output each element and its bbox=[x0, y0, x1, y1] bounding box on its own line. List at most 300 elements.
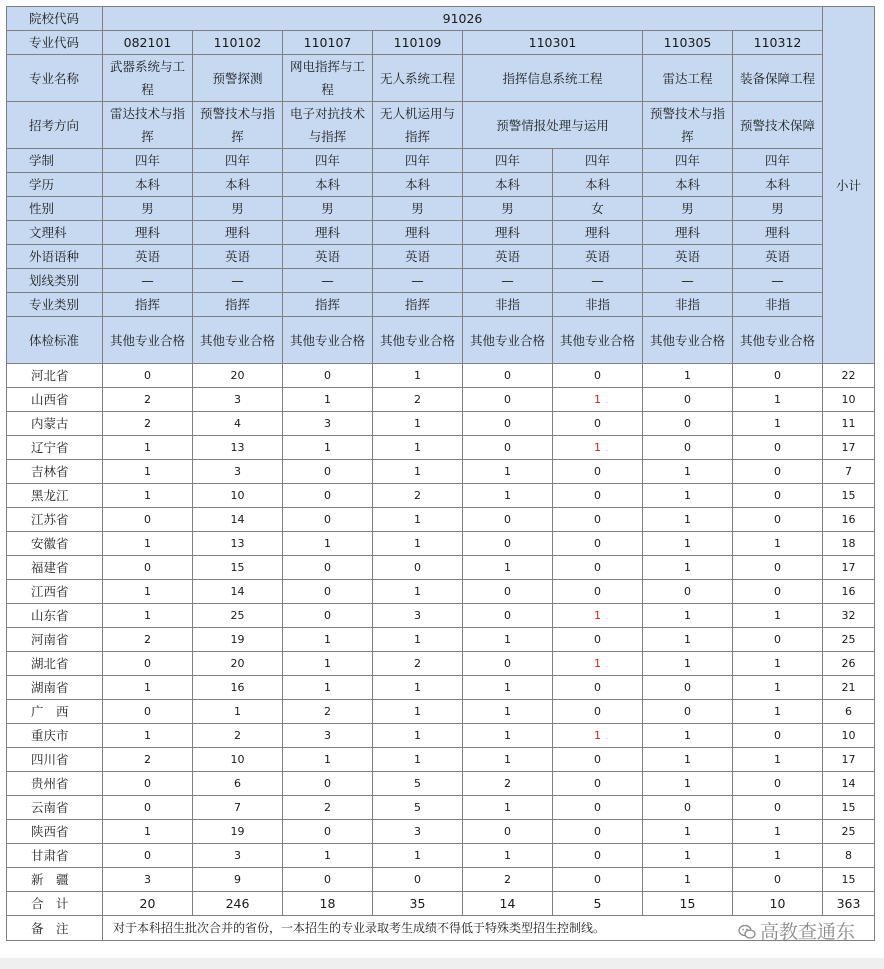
subtotal-cell: 22 bbox=[823, 364, 875, 388]
quota-cell: 0 bbox=[283, 868, 373, 892]
attr-value: 本科 bbox=[463, 173, 553, 197]
attr-value: — bbox=[643, 269, 733, 293]
total-value: 20 bbox=[103, 892, 193, 916]
province-name: 辽宁省 bbox=[7, 436, 103, 460]
province-name: 河南省 bbox=[7, 628, 103, 652]
quota-cell: 1 bbox=[193, 700, 283, 724]
quota-cell: 1 bbox=[553, 388, 643, 412]
table-row bbox=[7, 508, 875, 532]
subtotal-cell: 7 bbox=[823, 460, 875, 484]
quota-cell: 1 bbox=[373, 724, 463, 748]
attr-value: 英语 bbox=[373, 245, 463, 269]
province-name: 山西省 bbox=[7, 388, 103, 412]
attr-value: 英语 bbox=[103, 245, 193, 269]
major-code: 110109 bbox=[373, 31, 463, 55]
attr-value: 指挥 bbox=[193, 293, 283, 317]
major-name: 武器系统与工程 bbox=[103, 55, 193, 102]
province-name: 江苏省 bbox=[7, 508, 103, 532]
quota-cell: 1 bbox=[643, 484, 733, 508]
quota-cell: 1 bbox=[103, 604, 193, 628]
quota-cell: 1 bbox=[643, 724, 733, 748]
quota-cell: 0 bbox=[103, 364, 193, 388]
quota-cell: 2 bbox=[463, 868, 553, 892]
quota-cell: 1 bbox=[733, 820, 823, 844]
attr-value: 理科 bbox=[643, 221, 733, 245]
subtotal-cell: 25 bbox=[823, 820, 875, 844]
table-row bbox=[7, 364, 875, 388]
quota-cell: 9 bbox=[193, 868, 283, 892]
quota-cell: 0 bbox=[553, 868, 643, 892]
major-name-label: 专业名称 bbox=[7, 55, 103, 102]
attr-value: — bbox=[463, 269, 553, 293]
quota-cell: 10 bbox=[193, 484, 283, 508]
quota-cell: 1 bbox=[733, 412, 823, 436]
attr-value: 英语 bbox=[643, 245, 733, 269]
table-row bbox=[7, 460, 875, 484]
attr-value: 男 bbox=[283, 197, 373, 221]
quota-cell: 1 bbox=[733, 676, 823, 700]
quota-cell: 1 bbox=[283, 628, 373, 652]
quota-cell: 3 bbox=[283, 412, 373, 436]
quota-cell: 0 bbox=[283, 460, 373, 484]
bottom-bar bbox=[0, 958, 884, 969]
quota-cell: 0 bbox=[553, 580, 643, 604]
quota-cell: 6 bbox=[193, 772, 283, 796]
attr-value: 男 bbox=[103, 197, 193, 221]
quota-cell: 13 bbox=[193, 436, 283, 460]
quota-cell: 1 bbox=[553, 436, 643, 460]
quota-cell: 0 bbox=[553, 796, 643, 820]
quota-cell: 0 bbox=[553, 460, 643, 484]
province-name: 贵州省 bbox=[7, 772, 103, 796]
quota-cell: 1 bbox=[283, 676, 373, 700]
attr-label: 文理科 bbox=[7, 221, 103, 245]
physical-value: 其他专业合格 bbox=[733, 317, 823, 364]
quota-cell: 13 bbox=[193, 532, 283, 556]
attr-value: 四年 bbox=[283, 149, 373, 173]
major-name: 无人系统工程 bbox=[373, 55, 463, 102]
subtotal-cell: 8 bbox=[823, 844, 875, 868]
attr-value: 男 bbox=[193, 197, 283, 221]
quota-cell: 0 bbox=[463, 508, 553, 532]
totals-label: 合 计 bbox=[7, 892, 103, 916]
physical-value: 其他专业合格 bbox=[103, 317, 193, 364]
attr-row bbox=[7, 269, 875, 293]
attr-label: 性别 bbox=[7, 197, 103, 221]
table-row bbox=[7, 676, 875, 700]
table-row bbox=[7, 700, 875, 724]
quota-cell: 0 bbox=[463, 652, 553, 676]
province-name: 江西省 bbox=[7, 580, 103, 604]
quota-cell: 0 bbox=[283, 772, 373, 796]
attr-row bbox=[7, 221, 875, 245]
subtotal-cell: 16 bbox=[823, 580, 875, 604]
quota-cell: 1 bbox=[463, 628, 553, 652]
table-row bbox=[7, 724, 875, 748]
quota-cell: 0 bbox=[103, 556, 193, 580]
quota-cell: 2 bbox=[463, 772, 553, 796]
province-name: 山东省 bbox=[7, 604, 103, 628]
remark-text: 对于本科招生批次合并的省份，一本招生的专业录取考生成绩不得低于特殊类型招生控制线。 bbox=[103, 916, 875, 941]
quota-cell: 1 bbox=[643, 772, 733, 796]
direction: 雷达技术与指挥 bbox=[103, 102, 193, 149]
province-name: 安徽省 bbox=[7, 532, 103, 556]
subtotal-cell: 10 bbox=[823, 388, 875, 412]
attr-value: — bbox=[373, 269, 463, 293]
subtotal-cell: 17 bbox=[823, 436, 875, 460]
total-value: 14 bbox=[463, 892, 553, 916]
attr-value: 非指 bbox=[643, 293, 733, 317]
attr-value: 英语 bbox=[553, 245, 643, 269]
quota-cell: 1 bbox=[553, 652, 643, 676]
total-value: 15 bbox=[643, 892, 733, 916]
quota-cell: 0 bbox=[103, 508, 193, 532]
direction: 无人机运用与指挥 bbox=[373, 102, 463, 149]
physical-value: 其他专业合格 bbox=[193, 317, 283, 364]
quota-cell: 0 bbox=[643, 796, 733, 820]
enrollment-plan-table bbox=[6, 6, 875, 941]
quota-cell: 1 bbox=[463, 748, 553, 772]
quota-cell: 0 bbox=[553, 364, 643, 388]
quota-cell: 0 bbox=[553, 676, 643, 700]
attr-value: 理科 bbox=[463, 221, 553, 245]
quota-cell: 1 bbox=[643, 364, 733, 388]
quota-cell: 1 bbox=[733, 748, 823, 772]
attr-value: 本科 bbox=[643, 173, 733, 197]
quota-cell: 0 bbox=[283, 364, 373, 388]
quota-cell: 2 bbox=[103, 388, 193, 412]
quota-cell: 1 bbox=[643, 460, 733, 484]
quota-cell: 1 bbox=[103, 580, 193, 604]
remark-label: 备 注 bbox=[7, 916, 103, 941]
quota-cell: 3 bbox=[373, 604, 463, 628]
quota-cell: 0 bbox=[733, 364, 823, 388]
table-row bbox=[7, 556, 875, 580]
attr-value: 四年 bbox=[463, 149, 553, 173]
subtotal-cell: 15 bbox=[823, 868, 875, 892]
quota-cell: 0 bbox=[553, 412, 643, 436]
province-name: 重庆市 bbox=[7, 724, 103, 748]
quota-cell: 1 bbox=[283, 532, 373, 556]
attr-value: — bbox=[193, 269, 283, 293]
province-name: 云南省 bbox=[7, 796, 103, 820]
total-value: 5 bbox=[553, 892, 643, 916]
quota-cell: 1 bbox=[103, 724, 193, 748]
quota-cell: 1 bbox=[463, 676, 553, 700]
attr-value: 本科 bbox=[193, 173, 283, 197]
quota-cell: 2 bbox=[373, 388, 463, 412]
attr-value: 男 bbox=[373, 197, 463, 221]
quota-cell: 1 bbox=[643, 508, 733, 532]
quota-cell: 0 bbox=[643, 436, 733, 460]
enrollment-plan-table-container bbox=[6, 6, 874, 941]
province-rows bbox=[7, 364, 875, 892]
subtotal-cell: 17 bbox=[823, 556, 875, 580]
table-row bbox=[7, 628, 875, 652]
total-value: 35 bbox=[373, 892, 463, 916]
attr-value: 非指 bbox=[463, 293, 553, 317]
watermark-text: 高教查通东 bbox=[760, 921, 856, 943]
quota-cell: 0 bbox=[463, 532, 553, 556]
quota-cell: 1 bbox=[643, 652, 733, 676]
quota-cell: 1 bbox=[103, 676, 193, 700]
attr-value: 理科 bbox=[553, 221, 643, 245]
quota-cell: 1 bbox=[103, 484, 193, 508]
direction-label: 招考方向 bbox=[7, 102, 103, 149]
attr-value: 四年 bbox=[193, 149, 283, 173]
quota-cell: 3 bbox=[373, 820, 463, 844]
quota-cell: 1 bbox=[733, 532, 823, 556]
quota-cell: 1 bbox=[643, 532, 733, 556]
attr-value: 理科 bbox=[193, 221, 283, 245]
quota-cell: 1 bbox=[373, 844, 463, 868]
quota-cell: 1 bbox=[643, 604, 733, 628]
quota-cell: 7 bbox=[193, 796, 283, 820]
attr-row bbox=[7, 173, 875, 197]
quota-cell: 0 bbox=[103, 652, 193, 676]
quota-cell: 1 bbox=[463, 484, 553, 508]
quota-cell: 1 bbox=[733, 700, 823, 724]
quota-cell: 1 bbox=[373, 436, 463, 460]
attr-label: 学历 bbox=[7, 173, 103, 197]
major-name: 网电指挥与工程 bbox=[283, 55, 373, 102]
quota-cell: 10 bbox=[193, 748, 283, 772]
wechat-icon bbox=[738, 923, 756, 939]
quota-cell: 0 bbox=[103, 844, 193, 868]
quota-cell: 1 bbox=[373, 700, 463, 724]
attr-value: 四年 bbox=[733, 149, 823, 173]
quota-cell: 0 bbox=[463, 388, 553, 412]
physical-value: 其他专业合格 bbox=[373, 317, 463, 364]
grand-total: 363 bbox=[823, 892, 875, 916]
quota-cell: 1 bbox=[643, 820, 733, 844]
physical-value: 其他专业合格 bbox=[553, 317, 643, 364]
direction: 预警技术与指挥 bbox=[643, 102, 733, 149]
attr-value: 非指 bbox=[733, 293, 823, 317]
attr-value: 本科 bbox=[553, 173, 643, 197]
quota-cell: 0 bbox=[283, 604, 373, 628]
major-name: 装备保障工程 bbox=[733, 55, 823, 102]
attr-row bbox=[7, 149, 875, 173]
quota-cell: 1 bbox=[643, 628, 733, 652]
quota-cell: 1 bbox=[373, 364, 463, 388]
table-row bbox=[7, 772, 875, 796]
quota-cell: 0 bbox=[733, 868, 823, 892]
attr-value: 理科 bbox=[283, 221, 373, 245]
subtotal-cell: 11 bbox=[823, 412, 875, 436]
attr-value: 男 bbox=[463, 197, 553, 221]
quota-cell: 1 bbox=[103, 820, 193, 844]
subtotal-cell: 15 bbox=[823, 484, 875, 508]
quota-cell: 2 bbox=[283, 700, 373, 724]
quota-cell: 20 bbox=[193, 652, 283, 676]
table-row bbox=[7, 796, 875, 820]
direction: 预警技术保障 bbox=[733, 102, 823, 149]
table-row bbox=[7, 580, 875, 604]
quota-cell: 1 bbox=[463, 556, 553, 580]
attr-value: — bbox=[553, 269, 643, 293]
quota-cell: 1 bbox=[463, 700, 553, 724]
province-name: 福建省 bbox=[7, 556, 103, 580]
province-name: 甘肃省 bbox=[7, 844, 103, 868]
quota-cell: 1 bbox=[463, 460, 553, 484]
quota-cell: 0 bbox=[733, 460, 823, 484]
quota-cell: 0 bbox=[643, 580, 733, 604]
major-code: 110312 bbox=[733, 31, 823, 55]
attr-value: 四年 bbox=[373, 149, 463, 173]
quota-cell: 0 bbox=[733, 796, 823, 820]
quota-cell: 0 bbox=[103, 700, 193, 724]
table-row bbox=[7, 652, 875, 676]
province-name: 河北省 bbox=[7, 364, 103, 388]
physical-value: 其他专业合格 bbox=[463, 317, 553, 364]
total-value: 246 bbox=[193, 892, 283, 916]
major-code: 110102 bbox=[193, 31, 283, 55]
quota-cell: 2 bbox=[373, 484, 463, 508]
attr-value: 英语 bbox=[733, 245, 823, 269]
quota-cell: 1 bbox=[373, 580, 463, 604]
quota-cell: 0 bbox=[553, 532, 643, 556]
quota-cell: 3 bbox=[193, 460, 283, 484]
quota-cell: 0 bbox=[733, 580, 823, 604]
quota-cell: 14 bbox=[193, 580, 283, 604]
major-code: 110301 bbox=[463, 31, 643, 55]
major-code: 110305 bbox=[643, 31, 733, 55]
table-row bbox=[7, 820, 875, 844]
total-value: 10 bbox=[733, 892, 823, 916]
quota-cell: 3 bbox=[103, 868, 193, 892]
attr-row bbox=[7, 197, 875, 221]
subtotal-cell: 6 bbox=[823, 700, 875, 724]
quota-cell: 1 bbox=[283, 652, 373, 676]
quota-cell: 0 bbox=[373, 868, 463, 892]
attr-value: 英语 bbox=[463, 245, 553, 269]
subtotal-cell: 17 bbox=[823, 748, 875, 772]
table-row bbox=[7, 844, 875, 868]
subtotal-cell: 18 bbox=[823, 532, 875, 556]
subtotal-cell: 26 bbox=[823, 652, 875, 676]
direction: 预警情报处理与运用 bbox=[463, 102, 643, 149]
quota-cell: 1 bbox=[643, 556, 733, 580]
quota-cell: 0 bbox=[553, 748, 643, 772]
major-code: 082101 bbox=[103, 31, 193, 55]
table-row bbox=[7, 532, 875, 556]
attr-value: 男 bbox=[733, 197, 823, 221]
table-header bbox=[7, 7, 875, 364]
quota-cell: 1 bbox=[283, 844, 373, 868]
subtotal-cell: 16 bbox=[823, 508, 875, 532]
quota-cell: 2 bbox=[103, 412, 193, 436]
quota-cell: 0 bbox=[103, 796, 193, 820]
quota-cell: 0 bbox=[103, 772, 193, 796]
quota-cell: 1 bbox=[373, 508, 463, 532]
quota-cell: 3 bbox=[193, 844, 283, 868]
quota-cell: 0 bbox=[283, 484, 373, 508]
province-name: 陕西省 bbox=[7, 820, 103, 844]
table-row bbox=[7, 388, 875, 412]
quota-cell: 1 bbox=[283, 748, 373, 772]
attr-value: 英语 bbox=[283, 245, 373, 269]
quota-cell: 1 bbox=[283, 436, 373, 460]
attr-value: 本科 bbox=[283, 173, 373, 197]
watermark bbox=[738, 917, 855, 944]
attr-value: 理科 bbox=[103, 221, 193, 245]
major-name: 预警探测 bbox=[193, 55, 283, 102]
quota-cell: 1 bbox=[733, 652, 823, 676]
major-code-label: 专业代码 bbox=[7, 31, 103, 55]
physical-standard-row bbox=[7, 317, 875, 364]
physical-value: 其他专业合格 bbox=[643, 317, 733, 364]
physical-label: 体检标准 bbox=[7, 317, 103, 364]
quota-cell: 25 bbox=[193, 604, 283, 628]
subtotal-cell: 14 bbox=[823, 772, 875, 796]
quota-cell: 1 bbox=[103, 436, 193, 460]
quota-cell: 1 bbox=[373, 748, 463, 772]
attr-row bbox=[7, 245, 875, 269]
quota-cell: 1 bbox=[463, 796, 553, 820]
quota-cell: 0 bbox=[643, 412, 733, 436]
attr-value: 非指 bbox=[553, 293, 643, 317]
province-name: 新 疆 bbox=[7, 868, 103, 892]
attr-value: — bbox=[733, 269, 823, 293]
direction: 电子对抗技术与指挥 bbox=[283, 102, 373, 149]
quota-cell: 1 bbox=[643, 868, 733, 892]
subtotal-cell: 32 bbox=[823, 604, 875, 628]
quota-cell: 0 bbox=[283, 508, 373, 532]
quota-cell: 1 bbox=[373, 532, 463, 556]
subtotal-cell: 21 bbox=[823, 676, 875, 700]
quota-cell: 2 bbox=[103, 748, 193, 772]
quota-cell: 0 bbox=[643, 388, 733, 412]
quota-cell: 0 bbox=[463, 412, 553, 436]
quota-cell: 5 bbox=[373, 772, 463, 796]
attr-value: — bbox=[103, 269, 193, 293]
major-name: 指挥信息系统工程 bbox=[463, 55, 643, 102]
quota-cell: 0 bbox=[463, 364, 553, 388]
province-name: 湖北省 bbox=[7, 652, 103, 676]
quota-cell: 2 bbox=[283, 796, 373, 820]
quota-cell: 19 bbox=[193, 820, 283, 844]
quota-cell: 0 bbox=[733, 724, 823, 748]
province-name: 广 西 bbox=[7, 700, 103, 724]
subtotal-header: 小计 bbox=[823, 7, 875, 364]
attr-value: 男 bbox=[643, 197, 733, 221]
attr-value: 本科 bbox=[733, 173, 823, 197]
attr-label: 专业类别 bbox=[7, 293, 103, 317]
attr-value: 本科 bbox=[103, 173, 193, 197]
attr-value: 指挥 bbox=[103, 293, 193, 317]
attr-value: 本科 bbox=[373, 173, 463, 197]
attr-label: 学制 bbox=[7, 149, 103, 173]
quota-cell: 19 bbox=[193, 628, 283, 652]
quota-cell: 0 bbox=[553, 484, 643, 508]
quota-cell: 16 bbox=[193, 676, 283, 700]
attr-value: 女 bbox=[553, 197, 643, 221]
table-row bbox=[7, 436, 875, 460]
attr-value: 四年 bbox=[103, 149, 193, 173]
attr-value: 指挥 bbox=[283, 293, 373, 317]
quota-cell: 0 bbox=[463, 436, 553, 460]
quota-cell: 0 bbox=[733, 508, 823, 532]
major-code: 110107 bbox=[283, 31, 373, 55]
quota-cell: 1 bbox=[733, 844, 823, 868]
subtotal-cell: 15 bbox=[823, 796, 875, 820]
quota-cell: 0 bbox=[553, 772, 643, 796]
school-code-label: 院校代码 bbox=[7, 7, 103, 31]
quota-cell: 1 bbox=[463, 844, 553, 868]
school-code: 91026 bbox=[103, 7, 823, 31]
quota-cell: 3 bbox=[193, 388, 283, 412]
